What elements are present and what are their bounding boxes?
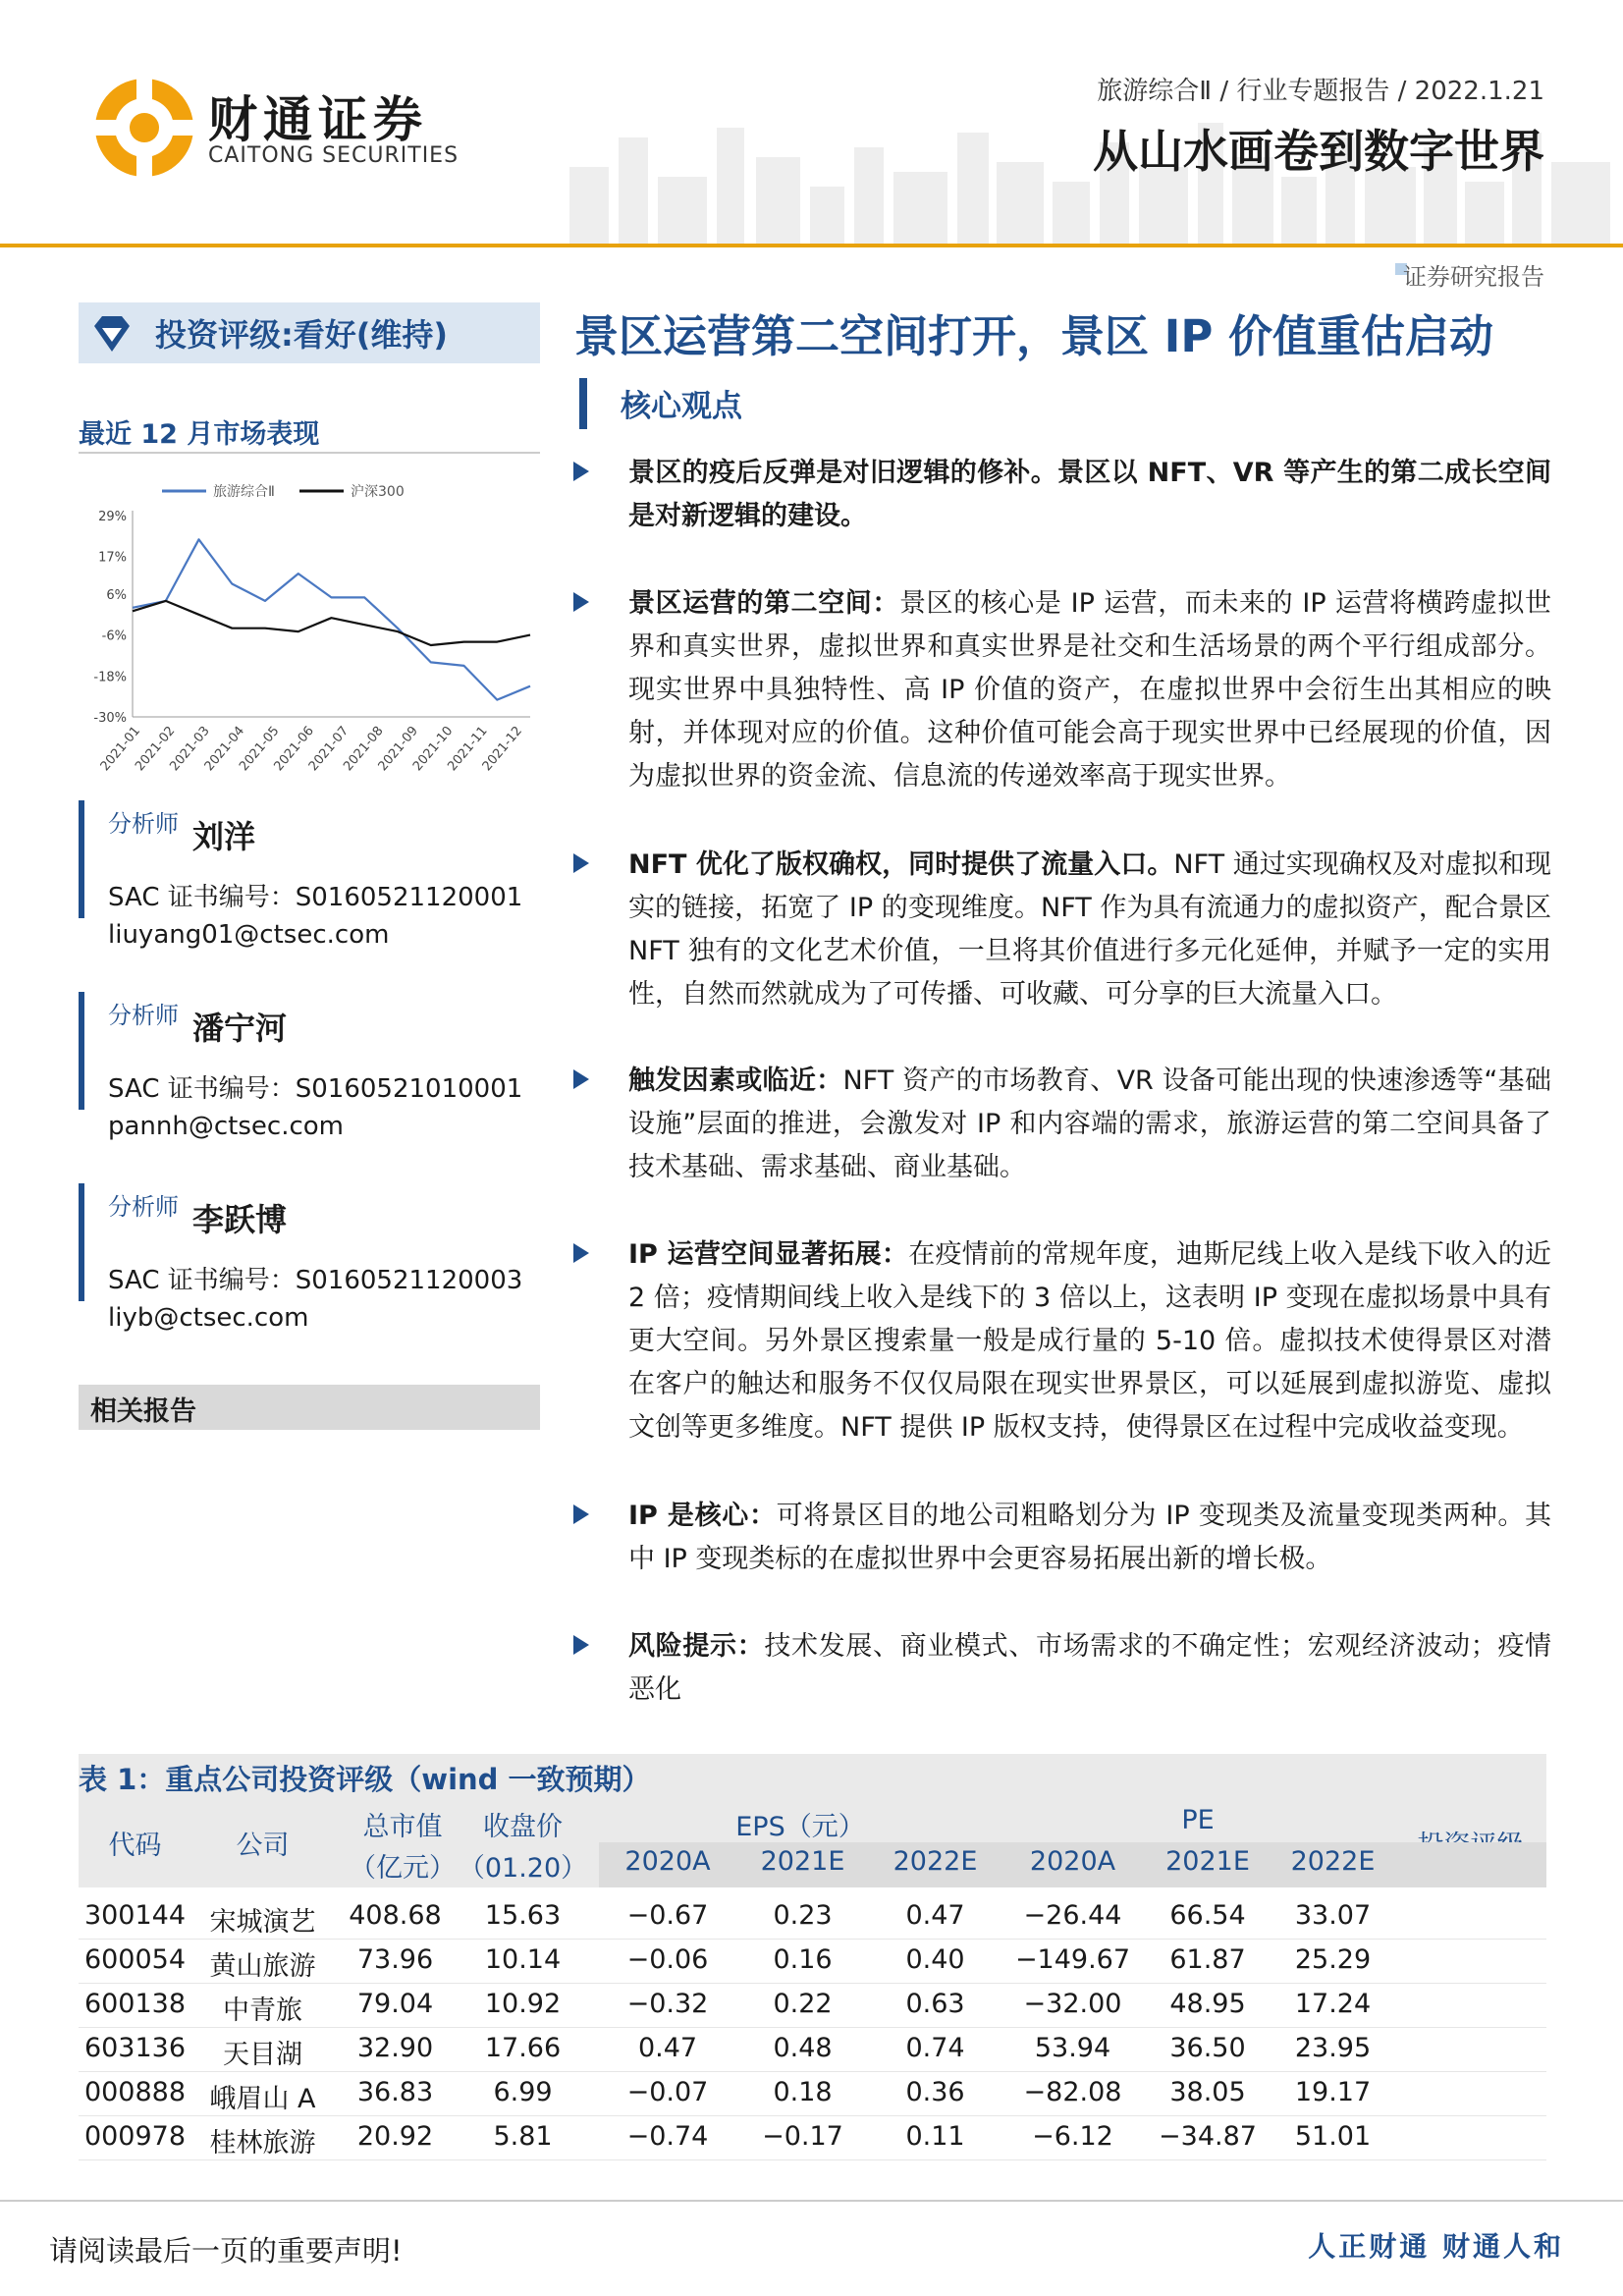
bullet-triangle-icon <box>573 1504 589 1524</box>
investment-rating: 投资评级:看好(维持) <box>155 316 449 354</box>
table-cell: −0.74 <box>626 2121 709 2152</box>
x-tick-label: 2021-09 <box>375 723 421 775</box>
table-title: 表 1：重点公司投资评级（wind 一致预期） <box>79 1763 651 1796</box>
chart-legend <box>162 484 405 500</box>
table-row-divider <box>79 2071 1546 2072</box>
table-cell: 25.29 <box>1294 1944 1372 1975</box>
table-cell: 61.87 <box>1169 1944 1246 1975</box>
footer-divider <box>0 2200 1623 2202</box>
bullet-triangle-icon <box>573 1069 589 1089</box>
logo-text-en: CAITONG SECURITIES <box>208 143 460 168</box>
table-cell: 5.81 <box>493 2121 553 2152</box>
table-cell: 17.24 <box>1294 1989 1372 2019</box>
table-cell: −0.07 <box>626 2077 709 2107</box>
table-cell: 000888 <box>83 2077 187 2107</box>
x-tick-label: 2021-08 <box>341 723 387 775</box>
analyst-sac: SAC 证书编号：S0160521120001 <box>108 883 523 912</box>
point-body: NFT 资产的市场教育、VR 设备可能出现的快速渗透等“基础设施”层面的推进，会激发对 IP 和内容端的需求，旅游运营的第二空间具备了技术基础、需求基础、商业基础。 <box>628 1066 1551 1182</box>
table-cell: 53.94 <box>1034 2033 1111 2063</box>
table-cell: 23.95 <box>1294 2033 1372 2063</box>
table-cell: 天目湖 <box>223 2040 302 2070</box>
table-cell: 603136 <box>83 2033 187 2063</box>
logo-text-cn: 财通证券 <box>208 91 428 148</box>
table-row-divider <box>79 1939 1546 1940</box>
core-point <box>628 452 1551 538</box>
table-row-divider <box>79 2027 1546 2028</box>
table-cell: 600054 <box>83 1944 187 1975</box>
core-point <box>628 1625 1551 1712</box>
header-divider <box>0 244 1623 247</box>
core-point <box>628 844 1551 1016</box>
x-tick-label: 2021-12 <box>479 723 526 775</box>
table-cell: −34.87 <box>1159 2121 1257 2152</box>
table-cell: 中青旅 <box>223 1995 302 2026</box>
analyst-name: 刘洋 <box>192 818 256 855</box>
analyst-email[interactable]: liyb@ctsec.com <box>108 1303 309 1333</box>
table-cell: 19.17 <box>1294 2077 1372 2107</box>
table-cell: −149.67 <box>1014 1944 1131 1975</box>
market-performance-title: 最近 12 月市场表现 <box>79 419 320 450</box>
series-line <box>133 539 530 699</box>
analyst-sac: SAC 证书编号：S0160521010001 <box>108 1074 523 1104</box>
bullet-triangle-icon <box>573 462 589 481</box>
analyst-accent-bar <box>79 992 84 1110</box>
table-row-divider <box>79 2115 1546 2116</box>
table-cell: −0.06 <box>626 1944 709 1975</box>
table-cell: 0.74 <box>905 2033 965 2063</box>
point-heading: 景区的疫后反弹是对旧逻辑的修补。景区以 NFT、VR 等产生的第二成长空间是对新逻辑的建设。 <box>628 458 1551 531</box>
table-cell: 15.63 <box>484 1900 562 1931</box>
core-point <box>628 1495 1551 1581</box>
table-cell: 10.14 <box>484 1944 562 1975</box>
series-line <box>133 601 530 645</box>
point-heading: NFT 优化了版权确权，同时提供了流量入口。 <box>628 849 1174 880</box>
table-cell: 0.16 <box>773 1944 833 1975</box>
table-cell: 0.36 <box>905 2077 965 2107</box>
bullet-triangle-icon <box>573 592 589 612</box>
point-body: 可将景区目的地公司粗略划分为 IP 变现类及流量变现类两种。其中 IP 变现类标的在虚拟世界中会更容易拓展出新的增长极。 <box>628 1501 1551 1574</box>
point-body: 景区的核心是 IP 运营，而未来的 IP 运营将横跨虚拟世界和真实世界，虚拟世界和真实世界是社交和生活场景的两个平行组成部分。现实世界中具独特性、高 IP 价值的资产，在虚拟世界中会衍生出其相应的映射，并体现对应的价值。这种价值可能会高于现实世界中已经展现的价值，因为虚拟世界的资金流、信息流的传递效率高于现实世界。 <box>628 588 1551 792</box>
table-cell: 桂林旅游 <box>209 2128 316 2159</box>
table-cell: 0.63 <box>905 1989 965 2019</box>
table-cell: −0.32 <box>626 1989 709 2019</box>
table-cell: −82.08 <box>1023 2077 1122 2107</box>
x-tick-label: 2021-07 <box>305 723 352 775</box>
point-body: 在疫情前的常规年度，迪斯尼线上收入是线下收入的近 2 倍；疫情期间线上收入是线下的 3 倍以上，这表明 IP 变现在虚拟场景中具有更大空间。另外景区搜索量一般是成行量的 5-10 倍。虚拟技术使得景区对潜在客户的触达和服务不仅仅局限在现实世界景区，可以延展到虚拟游览、虚拟文创等更多维度。NFT 提供 IP 版权支持，使得景区在过程中完成收益变现。 <box>628 1239 1552 1443</box>
col-header-company: 公司 <box>236 1831 290 1861</box>
table-cell: 0.22 <box>773 1989 833 2019</box>
table-cell: 黄山旅游 <box>209 1951 316 1982</box>
analyst-sac: SAC 证书编号：S0160521120003 <box>108 1266 523 1295</box>
point-heading: IP 运营空间显著拓展： <box>628 1239 909 1270</box>
page-header <box>0 0 1623 250</box>
analyst-role: 分析师 <box>108 1002 179 1029</box>
table-cell: 300144 <box>83 1900 187 1931</box>
y-tick-label: -18% <box>93 670 127 685</box>
core-point <box>628 1233 1551 1449</box>
x-tick-label: 2021-05 <box>237 723 283 775</box>
point-heading: 风险提示： <box>628 1631 765 1662</box>
table-cell: 33.07 <box>1294 1900 1372 1931</box>
table-cell: 0.48 <box>773 2033 833 2063</box>
analyst-role: 分析师 <box>108 810 179 838</box>
table-cell: 408.68 <box>349 1900 442 1931</box>
col-header-code: 代码 <box>108 1831 162 1861</box>
core-view-accent-bar <box>579 378 587 429</box>
col-header-eps: EPS（元） <box>735 1812 865 1842</box>
caitong-logo-icon <box>90 74 198 182</box>
legend-label: 旅游综合Ⅱ <box>213 484 275 500</box>
point-heading: 景区运营的第二空间： <box>628 588 899 619</box>
table-cell: −0.67 <box>626 1900 709 1931</box>
table-cell: 17.66 <box>484 2033 562 2063</box>
y-tick-label: -30% <box>93 711 127 726</box>
x-tick-label: 2021-11 <box>445 723 491 775</box>
core-view-title: 核心观点 <box>621 389 742 424</box>
table-cell: 36.83 <box>356 2077 434 2107</box>
y-tick-label: 17% <box>98 550 127 566</box>
table-cell: −26.44 <box>1023 1900 1122 1931</box>
legend-label: 沪深300 <box>351 484 405 500</box>
x-tick-label: 2021-10 <box>409 723 457 775</box>
perf-divider <box>79 452 540 454</box>
table-cell: 51.01 <box>1294 2121 1372 2152</box>
table-row-divider <box>79 2159 1546 2160</box>
analyst-accent-bar <box>79 800 84 918</box>
table-cell: 36.50 <box>1169 2033 1246 2063</box>
table-cell: −32.00 <box>1023 1989 1122 2019</box>
table-cell: −6.12 <box>1032 2121 1113 2152</box>
table-cell: 峨眉山 A <box>209 2084 316 2114</box>
core-point <box>628 1060 1551 1189</box>
y-tick-label: 29% <box>98 510 127 524</box>
x-tick-label: 2021-03 <box>167 723 213 775</box>
col-header-mktcap: 总市值 <box>362 1812 443 1842</box>
table-cell: 000978 <box>83 2121 187 2152</box>
table-cell: 79.04 <box>356 1989 434 2019</box>
chart-series <box>133 539 530 699</box>
main-title: 景区运营第二空间打开，景区 IP 价值重估启动 <box>574 310 1494 362</box>
col-header-year: 2022E <box>893 1846 978 1877</box>
y-tick-label: 6% <box>106 587 127 603</box>
table-cell: 66.54 <box>1169 1900 1246 1931</box>
col-header-year: 2021E <box>1165 1846 1250 1877</box>
core-point <box>628 582 1551 798</box>
y-tick-label: -6% <box>101 629 127 644</box>
diamond-icon <box>90 312 134 355</box>
chart-x-axis <box>98 717 530 774</box>
bullet-triangle-icon <box>573 1243 589 1263</box>
analyst-email[interactable]: liuyang01@ctsec.com <box>108 920 390 950</box>
table-cell: 38.05 <box>1169 2077 1246 2107</box>
col-header-close: 收盘价 <box>483 1812 563 1842</box>
footer-disclaimer: 请阅读最后一页的重要声明! <box>49 2234 403 2268</box>
related-reports-title: 相关报告 <box>90 1396 196 1427</box>
table-cell: 20.92 <box>356 2121 434 2152</box>
col-header-pe: PE <box>1181 1805 1215 1835</box>
table-cell: 6.99 <box>493 2077 553 2107</box>
table-cell: 0.18 <box>773 2077 833 2107</box>
table-cell: 48.95 <box>1169 1989 1246 2019</box>
x-tick-label: 2021-06 <box>271 723 317 775</box>
chart-y-axis <box>93 510 133 726</box>
table-cell: 宋城演艺 <box>209 1907 316 1938</box>
market-performance-chart <box>79 471 550 795</box>
table-cell: 0.23 <box>773 1900 833 1931</box>
point-heading: 触发因素或临近： <box>628 1066 843 1096</box>
col-header-year: 2020A <box>624 1846 711 1877</box>
bullet-triangle-icon <box>573 853 589 873</box>
x-tick-label: 2021-01 <box>97 723 144 775</box>
report-type: 证券研究报告 <box>1403 263 1544 291</box>
analyst-role: 分析师 <box>108 1193 179 1221</box>
point-heading: IP 是核心： <box>628 1501 777 1531</box>
footer-slogan: 人正财通 财通人和 <box>1308 2230 1564 2263</box>
table-cell: 600138 <box>83 1989 187 2019</box>
analyst-name: 潘宁河 <box>192 1010 288 1047</box>
table-cell: 0.11 <box>905 2121 965 2152</box>
header-title: 从山水画卷到数字世界 <box>1093 125 1544 178</box>
col-header-year: 2021E <box>760 1846 845 1877</box>
bullet-triangle-icon <box>573 1635 589 1655</box>
header-meta: 旅游综合Ⅱ / 行业专题报告 / 2022.1.21 <box>1097 77 1544 106</box>
analyst-name: 李跃博 <box>192 1201 288 1238</box>
col-header-year: 2022E <box>1290 1846 1376 1877</box>
col-header-mktcap-unit: （亿元） <box>350 1853 456 1884</box>
x-tick-label: 2021-02 <box>133 723 179 775</box>
table-cell: 0.40 <box>905 1944 965 1975</box>
table-cell: 73.96 <box>356 1944 434 1975</box>
col-header-year: 2020A <box>1029 1846 1116 1877</box>
table-cell: 0.47 <box>905 1900 965 1931</box>
table-row-divider <box>79 1983 1546 1984</box>
x-tick-label: 2021-04 <box>201 723 248 775</box>
table-cell: 10.92 <box>484 1989 562 2019</box>
table-cell: 0.47 <box>637 2033 698 2063</box>
point-body: 技术发展、商业模式、市场需求的不确定性；宏观经济波动；疫情恶化 <box>628 1631 1552 1705</box>
analyst-email[interactable]: pannh@ctsec.com <box>108 1112 344 1141</box>
point-body: NFT 通过实现确权及对虚拟和现实的链接，拓宽了 IP 的变现维度。NFT 作为具有流通力的虚拟资产，配合景区 NFT 独有的文化艺术价值，一旦将其价值进行多元化延伸，并赋予一定的实用性，自然而然就成为了可传播、可收藏、可分享的巨大流量入口。 <box>628 849 1552 1010</box>
analyst-accent-bar <box>79 1183 84 1301</box>
table-cell: 32.90 <box>356 2033 434 2063</box>
col-header-close-date: （01.20） <box>458 1853 588 1884</box>
table-cell: −0.17 <box>762 2121 843 2152</box>
